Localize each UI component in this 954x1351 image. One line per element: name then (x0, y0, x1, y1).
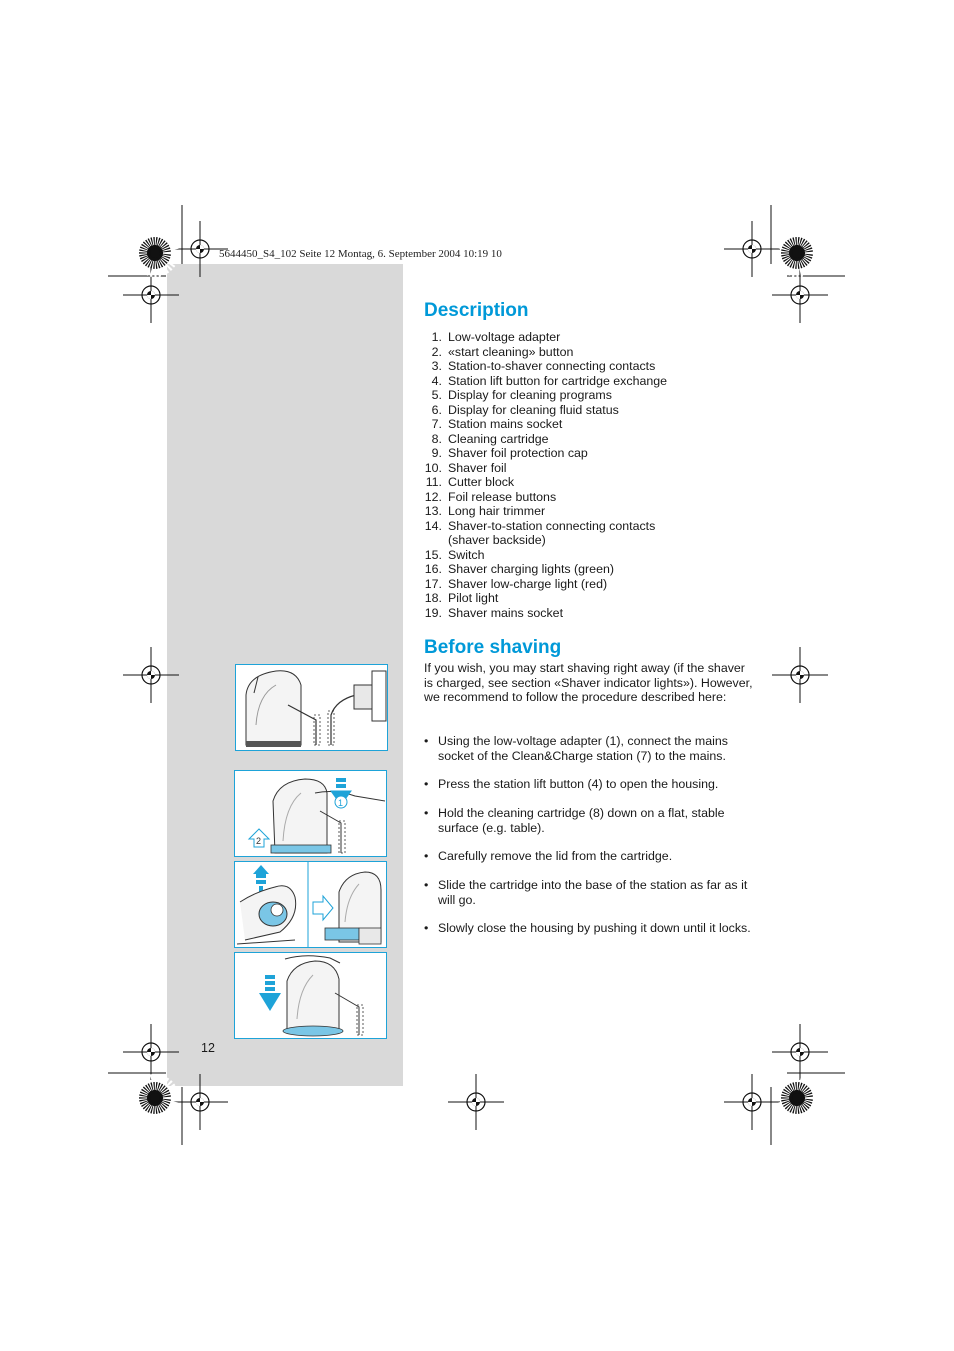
page-number: 12 (201, 1041, 215, 1055)
description-item-text: Switch (448, 547, 485, 562)
figure-close-housing (234, 952, 387, 1039)
description-item-number: 11. (425, 475, 442, 489)
description-item-number: 8. (431, 431, 442, 446)
description-item-number: 10. (424, 460, 442, 475)
print-header: 5644450_S4_102 Seite 12 Montag, 6. September 2004 10:19 10 (219, 248, 502, 260)
description-item-number: 4. (431, 373, 442, 388)
step-item (424, 806, 754, 835)
description-item (424, 374, 754, 389)
description-heading: Description (424, 300, 529, 321)
step-item (424, 734, 754, 763)
description-item-number: 5. (431, 388, 442, 402)
description-list (424, 330, 754, 620)
description-item-number: 18. (424, 591, 442, 605)
description-item-text: Shaver foil protection cap (448, 446, 588, 460)
before-shaving-intro: If you wish, you may start shaving right away (if the shaver is charged, see section «Shaver indicator lights»). However, we recommend to follow the procedure described here: (424, 661, 753, 705)
bullet-icon: • (424, 878, 429, 892)
description-item-text: Station mains socket (448, 417, 563, 431)
description-item-text: Shaver mains socket (448, 605, 564, 620)
bullet-icon: • (424, 777, 429, 791)
step-text: Hold the cleaning cartridge (8) down on a flat, stable surface (e.g. table). (438, 806, 725, 835)
description-item (424, 490, 754, 505)
description-item-number: 15. (424, 547, 442, 562)
description-item (424, 461, 754, 476)
description-item-number: 12. (424, 489, 442, 504)
step-text: Carefully remove the lid from the cartridge. (438, 849, 673, 863)
description-item-text: Long hair trimmer (448, 504, 546, 518)
description-item-number: 9. (431, 446, 442, 460)
bullet-icon: • (424, 849, 429, 863)
step-item (424, 777, 754, 792)
description-item-text: Shaver charging lights (green) (448, 562, 614, 576)
description-item-number: 17. (424, 576, 442, 591)
description-item (424, 548, 754, 563)
step-text: Using the low-voltage adapter (1), connect the mains socket of the Clean&Charge station (7) to the mains. (438, 734, 728, 763)
description-item-number: 13. (424, 504, 442, 518)
before-shaving-heading: Before shaving (424, 637, 562, 658)
bullet-icon: • (424, 734, 429, 748)
description-item-text: Cutter block (448, 475, 515, 489)
description-item-text: Shaver foil (448, 460, 507, 475)
description-item-number: 6. (431, 402, 442, 417)
bullet-icon: • (424, 921, 429, 935)
description-item-text: Foil release buttons (448, 489, 557, 504)
description-item-number: 3. (431, 359, 442, 373)
step-item (424, 921, 754, 936)
description-item (424, 330, 754, 345)
figure-connect-adapter (235, 664, 388, 751)
description-item (424, 359, 754, 374)
figure-label-2: 2 (256, 836, 262, 846)
step-text: Slide the cartridge into the base of the station as far as it will go. (438, 878, 748, 907)
step-item (424, 878, 754, 907)
description-item (424, 475, 754, 490)
description-item-number: 16. (424, 562, 442, 576)
description-item-number: 7. (431, 417, 442, 431)
description-item-text: Shaver-to-station connecting contacts (shaver backside) (448, 518, 656, 547)
bullet-icon: • (424, 806, 429, 820)
description-item (424, 606, 754, 621)
figure-remove-lid-insert-cartridge (234, 861, 387, 948)
description-item (424, 577, 754, 592)
description-item-text: Display for cleaning programs (448, 388, 612, 402)
description-item (424, 591, 754, 606)
figure-label-1: 1 (338, 798, 344, 808)
description-item-number: 2. (431, 344, 442, 359)
description-item (424, 562, 754, 577)
description-item-text: Station lift button for cartridge exchange (448, 373, 668, 388)
description-item-number: 1. (431, 330, 442, 344)
description-item (424, 417, 754, 432)
description-item-text: Low-voltage adapter (448, 330, 561, 344)
description-item (424, 519, 754, 548)
step-text: Press the station lift button (4) to open the housing. (438, 777, 719, 791)
description-item (424, 504, 754, 519)
description-item-number: 19. (424, 605, 442, 620)
description-item (424, 345, 754, 360)
figure-press-lift-button (234, 770, 387, 857)
description-item-text: Shaver low-charge light (red) (448, 576, 608, 591)
description-item (424, 432, 754, 447)
step-text: Slowly close the housing by pushing it down until it locks. (438, 921, 751, 935)
description-item (424, 403, 754, 418)
description-item (424, 446, 754, 461)
description-item-text: Display for cleaning fluid status (448, 402, 619, 417)
description-item-text: Station-to-shaver connecting contacts (448, 359, 656, 373)
description-item-text: Pilot light (448, 591, 499, 605)
step-item (424, 849, 754, 864)
description-item-text: Cleaning cartridge (448, 431, 549, 446)
description-item (424, 388, 754, 403)
description-item-text: «start cleaning» button (448, 344, 574, 359)
description-item-number: 14. (424, 518, 442, 533)
